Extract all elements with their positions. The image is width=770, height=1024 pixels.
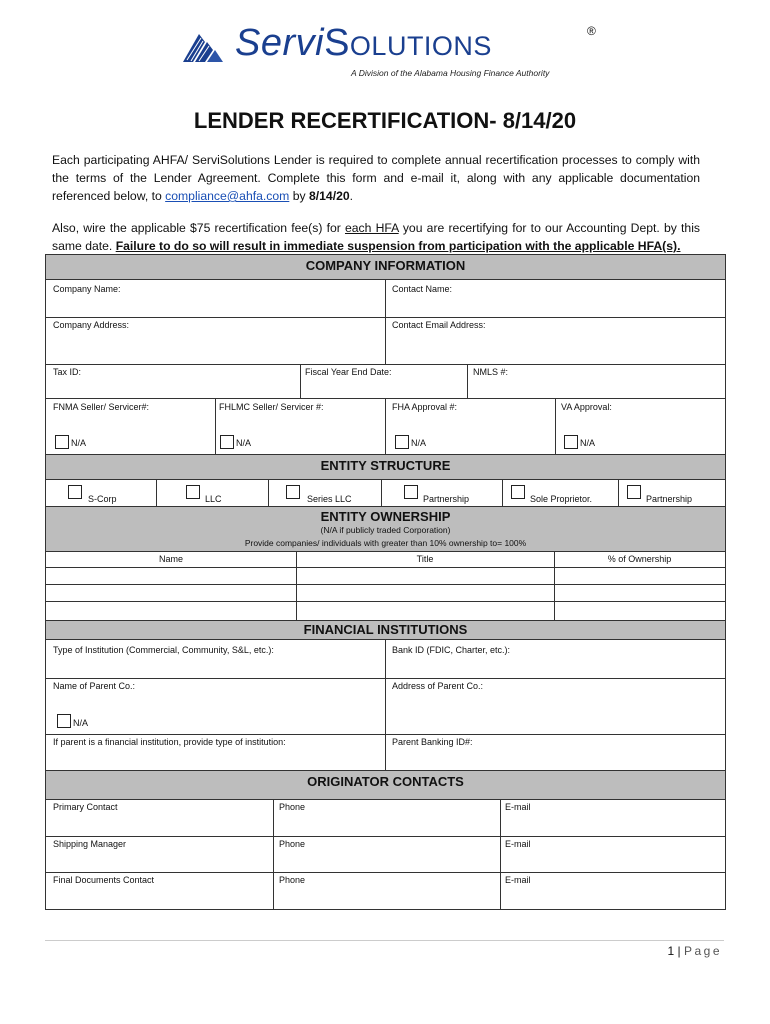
llc-checkbox[interactable] [186,485,200,499]
tax-id-label: Tax ID: [53,367,82,377]
logo-subtitle: A Division of the Alabama Housing Finance Authority [351,68,550,78]
ownership-note-2: Provide companies/ individuals with greater than 10% ownership to= 100% [244,538,527,548]
s-corp-label: S-Corp [88,494,117,504]
company-name-label: Company Name: [53,284,121,294]
fha-na-label: N/A [411,438,427,448]
ownership-col-pct: % of Ownership [607,554,672,564]
fnma-na-checkbox[interactable] [55,435,69,449]
llc-label: LLC [205,494,222,504]
parent-name-label: Name of Parent Co.: [53,681,136,691]
series-llc-checkbox[interactable] [286,485,300,499]
final-docs-phone-label: Phone [279,875,306,885]
financial-institutions-header: FINANCIAL INSTITUTIONS [46,620,725,640]
partnership-checkbox[interactable] [404,485,418,499]
fha-na-checkbox[interactable] [395,435,409,449]
fha-label: FHA Approval #: [392,402,458,412]
shipping-manager-label: Shipping Manager [53,839,127,849]
footer-divider [45,940,724,941]
entity-structure-header: ENTITY STRUCTURE [46,454,725,480]
fiscal-year-label: Fiscal Year End Date: [305,367,392,377]
contact-name-label: Contact Name: [392,284,453,294]
page-number: 1 | Page [667,944,722,958]
va-label: VA Approval: [561,402,612,412]
fhlmc-na-label: N/A [236,438,252,448]
company-address-label: Company Address: [53,320,130,330]
s-corp-checkbox[interactable] [68,485,82,499]
shipping-email-label: E-mail [505,839,531,849]
series-llc-label: Series LLC [307,494,352,504]
contact-email-label: Contact Email Address: [392,320,486,330]
shipping-phone-label: Phone [279,839,306,849]
company-info-header: COMPANY INFORMATION [46,254,725,280]
final-docs-email-label: E-mail [505,875,531,885]
originator-contacts-header: ORIGINATOR CONTACTS [46,770,725,800]
ownership-note-1: (N/A if publicly traded Corporation) [320,525,451,535]
partnership-2-checkbox[interactable] [627,485,641,499]
parent-na-checkbox[interactable] [57,714,71,728]
partnership-2-label: Partnership [646,494,693,504]
ownership-col-title: Title [416,554,434,564]
logo-mark-icon [183,30,227,64]
ownership-col-name: Name [158,554,183,564]
logo-wordmark: ServiSolutions [235,22,492,64]
primary-contact-label: Primary Contact [53,802,118,812]
fnma-na-label: N/A [71,438,87,448]
primary-phone-label: Phone [279,802,306,812]
wire-paragraph: Also, wire the applicable $75 recertification fee(s) for each HFA you are recertifying for to our Accounting Dept. by this same date. Failure to do so will result in immediate suspension from participation with the applicable HFA(s). [52,221,701,253]
va-na-checkbox[interactable] [564,435,578,449]
bank-id-label: Bank ID (FDIC, Charter, etc.): [392,645,511,655]
recertification-form [45,254,726,910]
parent-na-label: N/A [73,718,89,728]
registered-mark: ® [587,24,596,38]
partnership-label: Partnership [423,494,470,504]
compliance-email-link[interactable]: compliance@ahfa.com [165,189,290,203]
sole-proprietor-label: Sole Proprietor. [530,494,593,504]
final-docs-contact-label: Final Documents Contact [53,875,155,885]
fhlmc-label: FHLMC Seller/ Servicer #: [219,402,324,412]
fhlmc-na-checkbox[interactable] [220,435,234,449]
institution-type-label: Type of Institution (Commercial, Community, S&L, etc.): [53,645,274,655]
parent-address-label: Address of Parent Co.: [392,681,484,691]
fnma-label: FNMA Seller/ Servicer#: [53,402,150,412]
servisolutions-logo [183,22,603,82]
document-title: LENDER RECERTIFICATION- 8/14/20 [193,108,577,133]
parent-type-label: If parent is a financial institution, provide type of institution: [53,737,286,747]
primary-email-label: E-mail [505,802,531,812]
intro-paragraph: Each participating AHFA/ ServiSolutions Lender is required to complete annual recertification processes to comply with the terms of the Lender Agreement. Complete this form and e-mail it, along with any applicable documentation referenced below, to compliance@ahfa.com by 8/14/20. [52,153,700,203]
va-na-label: N/A [580,438,596,448]
nmls-label: NMLS #: [473,367,509,377]
parent-banking-label: Parent Banking ID#: [392,737,473,747]
entity-ownership-title: ENTITY OWNERSHIP [320,509,451,524]
sole-proprietor-checkbox[interactable] [511,485,525,499]
